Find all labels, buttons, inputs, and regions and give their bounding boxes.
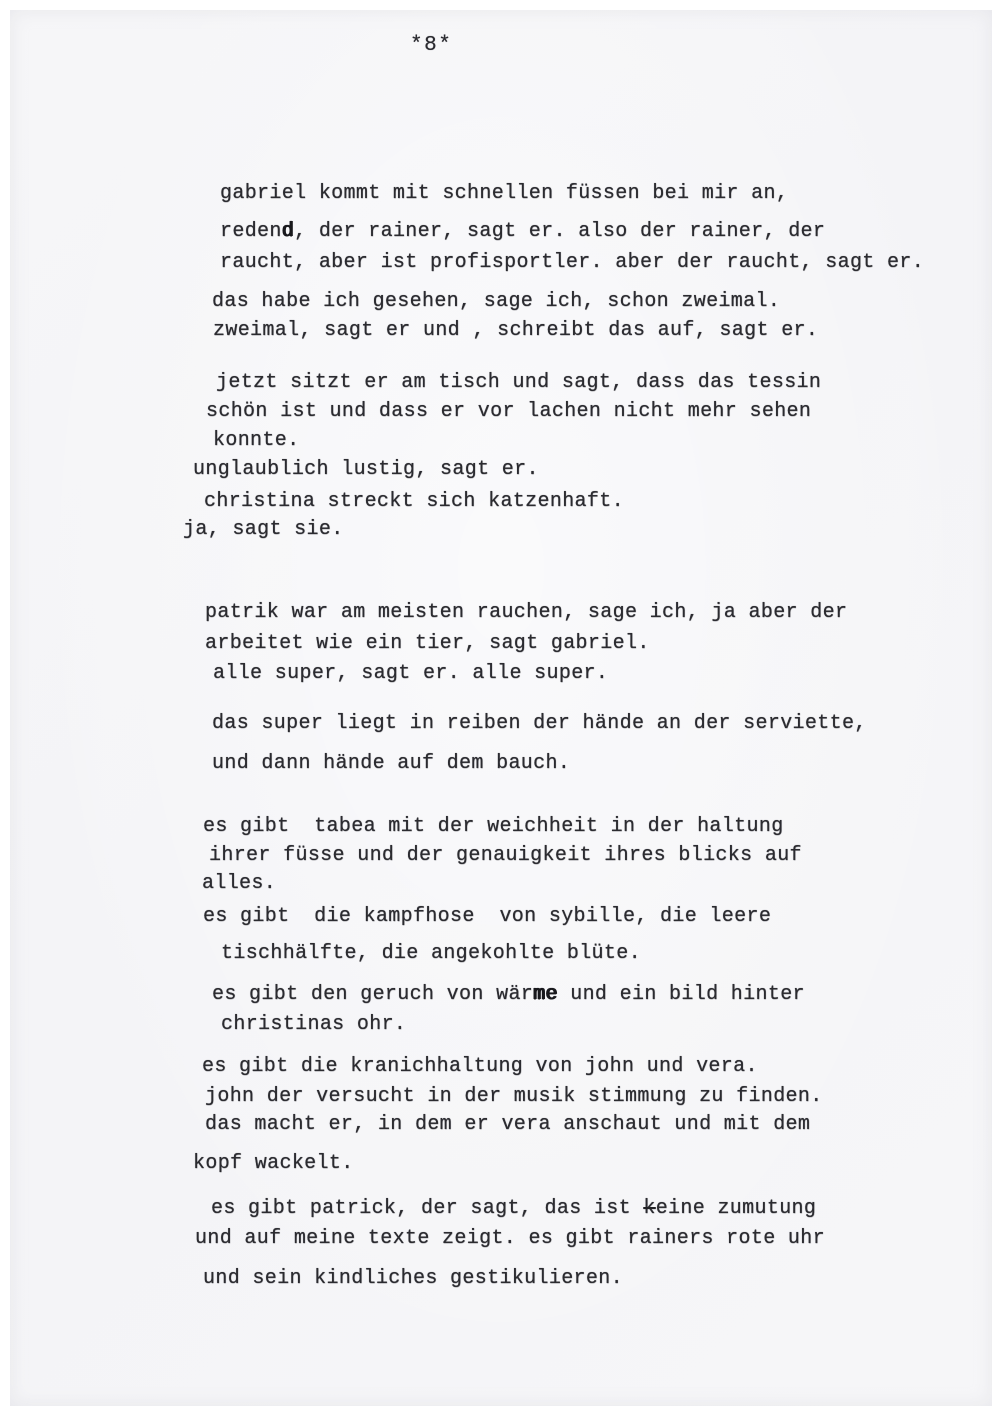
text-line <box>193 459 539 481</box>
text-segment: jetzt sitzt er am tisch und sagt, dass das tessin <box>216 371 822 394</box>
text-segment: christinas ohr. <box>221 1013 407 1036</box>
text-line <box>212 713 867 735</box>
text-segment: es gibt den geruch von wär <box>212 983 534 1006</box>
text-line <box>212 291 780 313</box>
text-line <box>220 221 825 243</box>
text-segment: ja, sagt sie. <box>183 518 344 541</box>
text-segment: schön ist und dass er vor lachen nicht mehr sehen <box>206 400 812 423</box>
text-segment: alle super, sagt er. alle super. <box>213 662 609 685</box>
text-segment: das super liegt in reiben der hände an der serviette, <box>212 712 867 735</box>
text-segment: es gibt die kranichhaltung von john und vera. <box>202 1055 758 1078</box>
text-line <box>211 1198 816 1220</box>
text-line <box>204 491 624 513</box>
text-segment: christina streckt sich katzenhaft. <box>204 490 624 513</box>
text-segment: tischhälfte, die angekohlte blüte. <box>221 942 641 965</box>
text-line <box>205 602 847 624</box>
text-line <box>213 430 299 452</box>
text-segment: kopf wackelt. <box>193 1152 354 1175</box>
text-segment: und dann hände auf dem bauch. <box>212 752 571 775</box>
text-line <box>203 906 771 928</box>
text-line <box>213 663 608 685</box>
page-number: *8* <box>410 34 453 57</box>
text-line <box>209 845 802 867</box>
text-segment: es gibt patrick, der sagt, das ist <box>211 1197 644 1220</box>
text-line <box>203 816 784 838</box>
strike-text: k <box>643 1197 656 1220</box>
text-line <box>212 753 570 775</box>
text-line <box>220 183 788 205</box>
text-segment: , der rainer, sagt er. also der rainer, der <box>294 220 826 243</box>
text-segment: reden <box>220 220 282 243</box>
text-segment: alles. <box>202 872 277 895</box>
text-segment: es gibt die kampfhose von sybille, die leere <box>203 905 772 928</box>
text-line <box>202 873 276 895</box>
text-segment: das macht er, in dem er vera anschaut und mit dem <box>205 1113 811 1136</box>
text-segment: raucht, aber ist profisportler. aber der raucht, sagt er. <box>220 251 925 274</box>
text-segment: und ein bild hinter <box>557 983 805 1006</box>
text-line <box>195 1228 825 1250</box>
overstrike-text: d <box>281 220 295 243</box>
text-segment: zweimal, sagt er und , schreibt das auf, sagt er. <box>213 319 819 342</box>
text-segment: arbeitet wie ein tier, sagt gabriel. <box>205 632 650 655</box>
text-line <box>221 1014 406 1036</box>
text-segment: ihrer füsse und der genauigkeit ihres blicks auf <box>209 844 802 867</box>
text-segment: unglaublich lustig, sagt er. <box>193 458 539 481</box>
text-line <box>216 372 821 394</box>
text-line <box>202 1056 758 1078</box>
text-line <box>203 1268 623 1290</box>
text-segment: patrik war am meisten rauchen, sage ich, ja aber der <box>205 601 848 624</box>
text-line <box>213 320 818 342</box>
scanned-page <box>10 10 992 1406</box>
text-segment: das habe ich gesehen, sage ich, schon zweimal. <box>212 290 781 313</box>
text-line <box>205 633 650 655</box>
text-line <box>205 1086 823 1108</box>
text-line <box>206 401 811 423</box>
text-segment: gabriel kommt mit schnellen füssen bei mir an, <box>220 182 789 205</box>
text-line <box>212 984 805 1006</box>
overstrike-text: me <box>533 983 558 1006</box>
text-line <box>221 943 641 965</box>
text-segment: es gibt tabea mit der weichheit in der haltung <box>203 815 784 838</box>
text-line <box>183 519 344 541</box>
text-segment: john der versucht in der musik stimmung zu finden. <box>205 1085 823 1108</box>
text-line <box>193 1153 354 1175</box>
text-line <box>205 1114 810 1136</box>
text-segment: und sein kindliches gestikulieren. <box>203 1267 623 1290</box>
text-segment: eine zumutung <box>655 1197 817 1220</box>
text-segment: konnte. <box>213 429 300 452</box>
text-line <box>220 252 924 274</box>
text-segment: und auf meine texte zeigt. es gibt rainers rote uhr <box>195 1227 825 1250</box>
